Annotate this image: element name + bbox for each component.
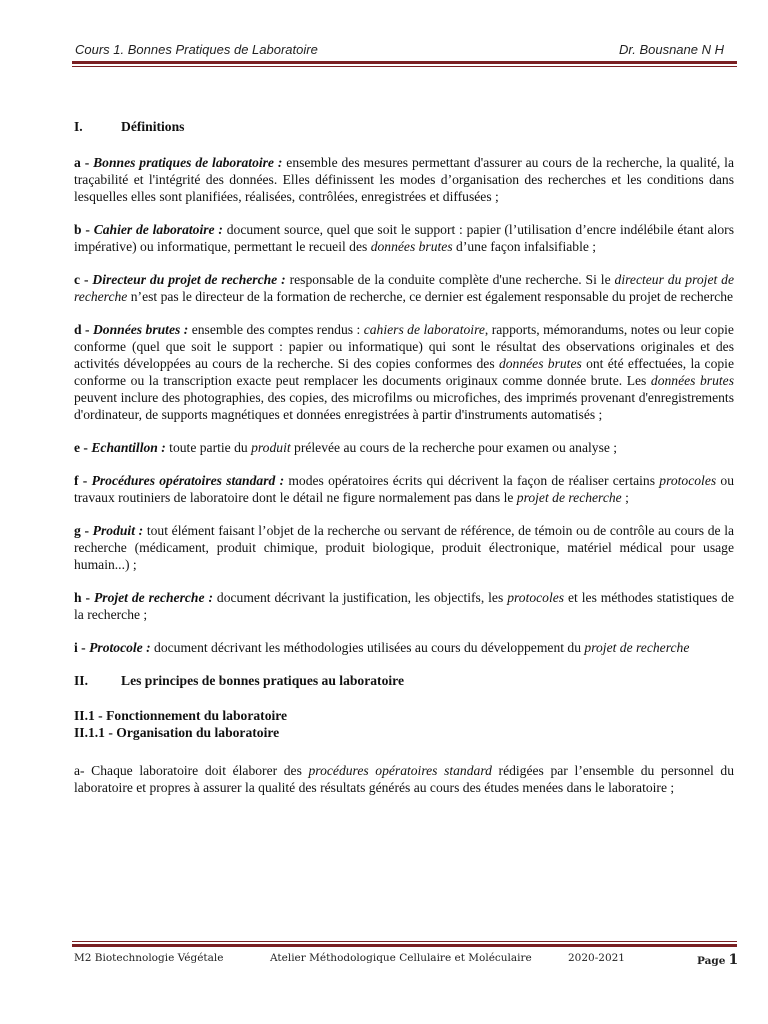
footer-course: M2 Biotechnologie Végétale <box>74 952 224 964</box>
footer-rule-thick <box>72 944 737 947</box>
header-rule-thin <box>72 66 737 67</box>
subsection-heading-functioning: II.1 - Fonctionnement du laboratoire <box>74 708 288 723</box>
paragraph-a: a- Chaque laboratoire doit élaborer des procédures opératoires standard rédigées par l’ensemble du personnel du laboratoire et propres à assurer la qualité des résultats générés au cours des études menées dans le laboratoire ; <box>74 763 734 795</box>
header-course-title: Cours 1. Bonnes Pratiques de Laboratoire <box>75 42 318 57</box>
footer-module: Atelier Méthodologique Cellulaire et Moléculaire <box>270 952 532 964</box>
header-rule-thick <box>72 61 737 64</box>
definition-f: f - Procédures opératoires standard : modes opératoires écrits qui décrivent la façon de réaliser certains protocoles ou travaux routiniers de laboratoire dont le détail ne figure normalement pas dans le projet de recherche ; <box>74 473 735 505</box>
footer-page <box>697 952 738 968</box>
document-body <box>74 118 734 796</box>
section-heading-definitions: I. Définitions <box>74 119 185 134</box>
definition-i: i - Protocole : document décrivant les méthodologies utilisées au cours du développement du projet de recherche <box>74 640 690 655</box>
footer-rule-thin <box>72 941 737 942</box>
definition-e: e - Echantillon : toute partie du produit prélevée au cours de la recherche pour examen ou analyse ; <box>74 440 618 455</box>
section-heading-principles: II. Les principes de bonnes pratiques au laboratoire <box>74 673 404 688</box>
definition-g: g - Produit : tout élément faisant l’objet de la recherche ou servant de référence, de témoin ou de contrôle au cours de la recherche (médicament, produit chimique, produit biologique, produit électronique, matériel médical pour usage humain...) ; <box>74 523 734 572</box>
page-number: 1 <box>728 952 739 968</box>
definition-a: a - Bonnes pratiques de laboratoire : ensemble des mesures permettant d'assurer au cours de la recherche, la qualité, la traçabilité et l'intégrité des données. Elles définissent les modes d’organisation des recherches et les conditions dans lesquelles elles sont planifiées, réalisées, contrôlées, enregistrées et diffusées ; <box>74 155 734 204</box>
definition-h: h - Projet de recherche : document décrivant la justification, les objectifs, les protocoles et les méthodes statistiques de la recherche ; <box>74 590 734 622</box>
definition-b: b - Cahier de laboratoire : document source, quel que soit le support : papier (l’utilisation d’encre indélébile étant alors impérative) ou informatique, permettant le recueil des données brutes d’une façon infalsifiable ; <box>74 222 734 254</box>
footer-year: 2020-2021 <box>568 952 625 964</box>
definition-c: c - Directeur du projet de recherche : responsable de la conduite complète d'une recherche. Si le directeur du projet de recherche n’est pas le directeur de la formation de recherche, ce dernier est également responsable du projet de recherche <box>74 272 735 304</box>
subsection-heading-organisation: II.1.1 - Organisation du laboratoire <box>74 725 280 740</box>
page-label: Page <box>697 955 726 967</box>
header-author: Dr. Bousnane N H <box>618 42 724 57</box>
definition-d: d - Données brutes : ensemble des comptes rendus : cahiers de laboratoire, rapports, mémorandums, notes ou leur copie conforme (quel que soit le support : papier ou informatique) qui sont le résultat des observations originales et des activités développées au cours de la recherche. Si des copies conformes des données brutes ont été effectuées, la copie conforme ou la transcription exacte peut remplacer les documents originaux comme donnée brute. Les données brutes peuvent inclure des photographies, des copies, des microfilms ou microfiches, des imprimés provenant d'enregistrements d'ordinateur, de supports magnétiques et données enregistrées à partir d'instruments automatisés ; <box>74 322 734 422</box>
